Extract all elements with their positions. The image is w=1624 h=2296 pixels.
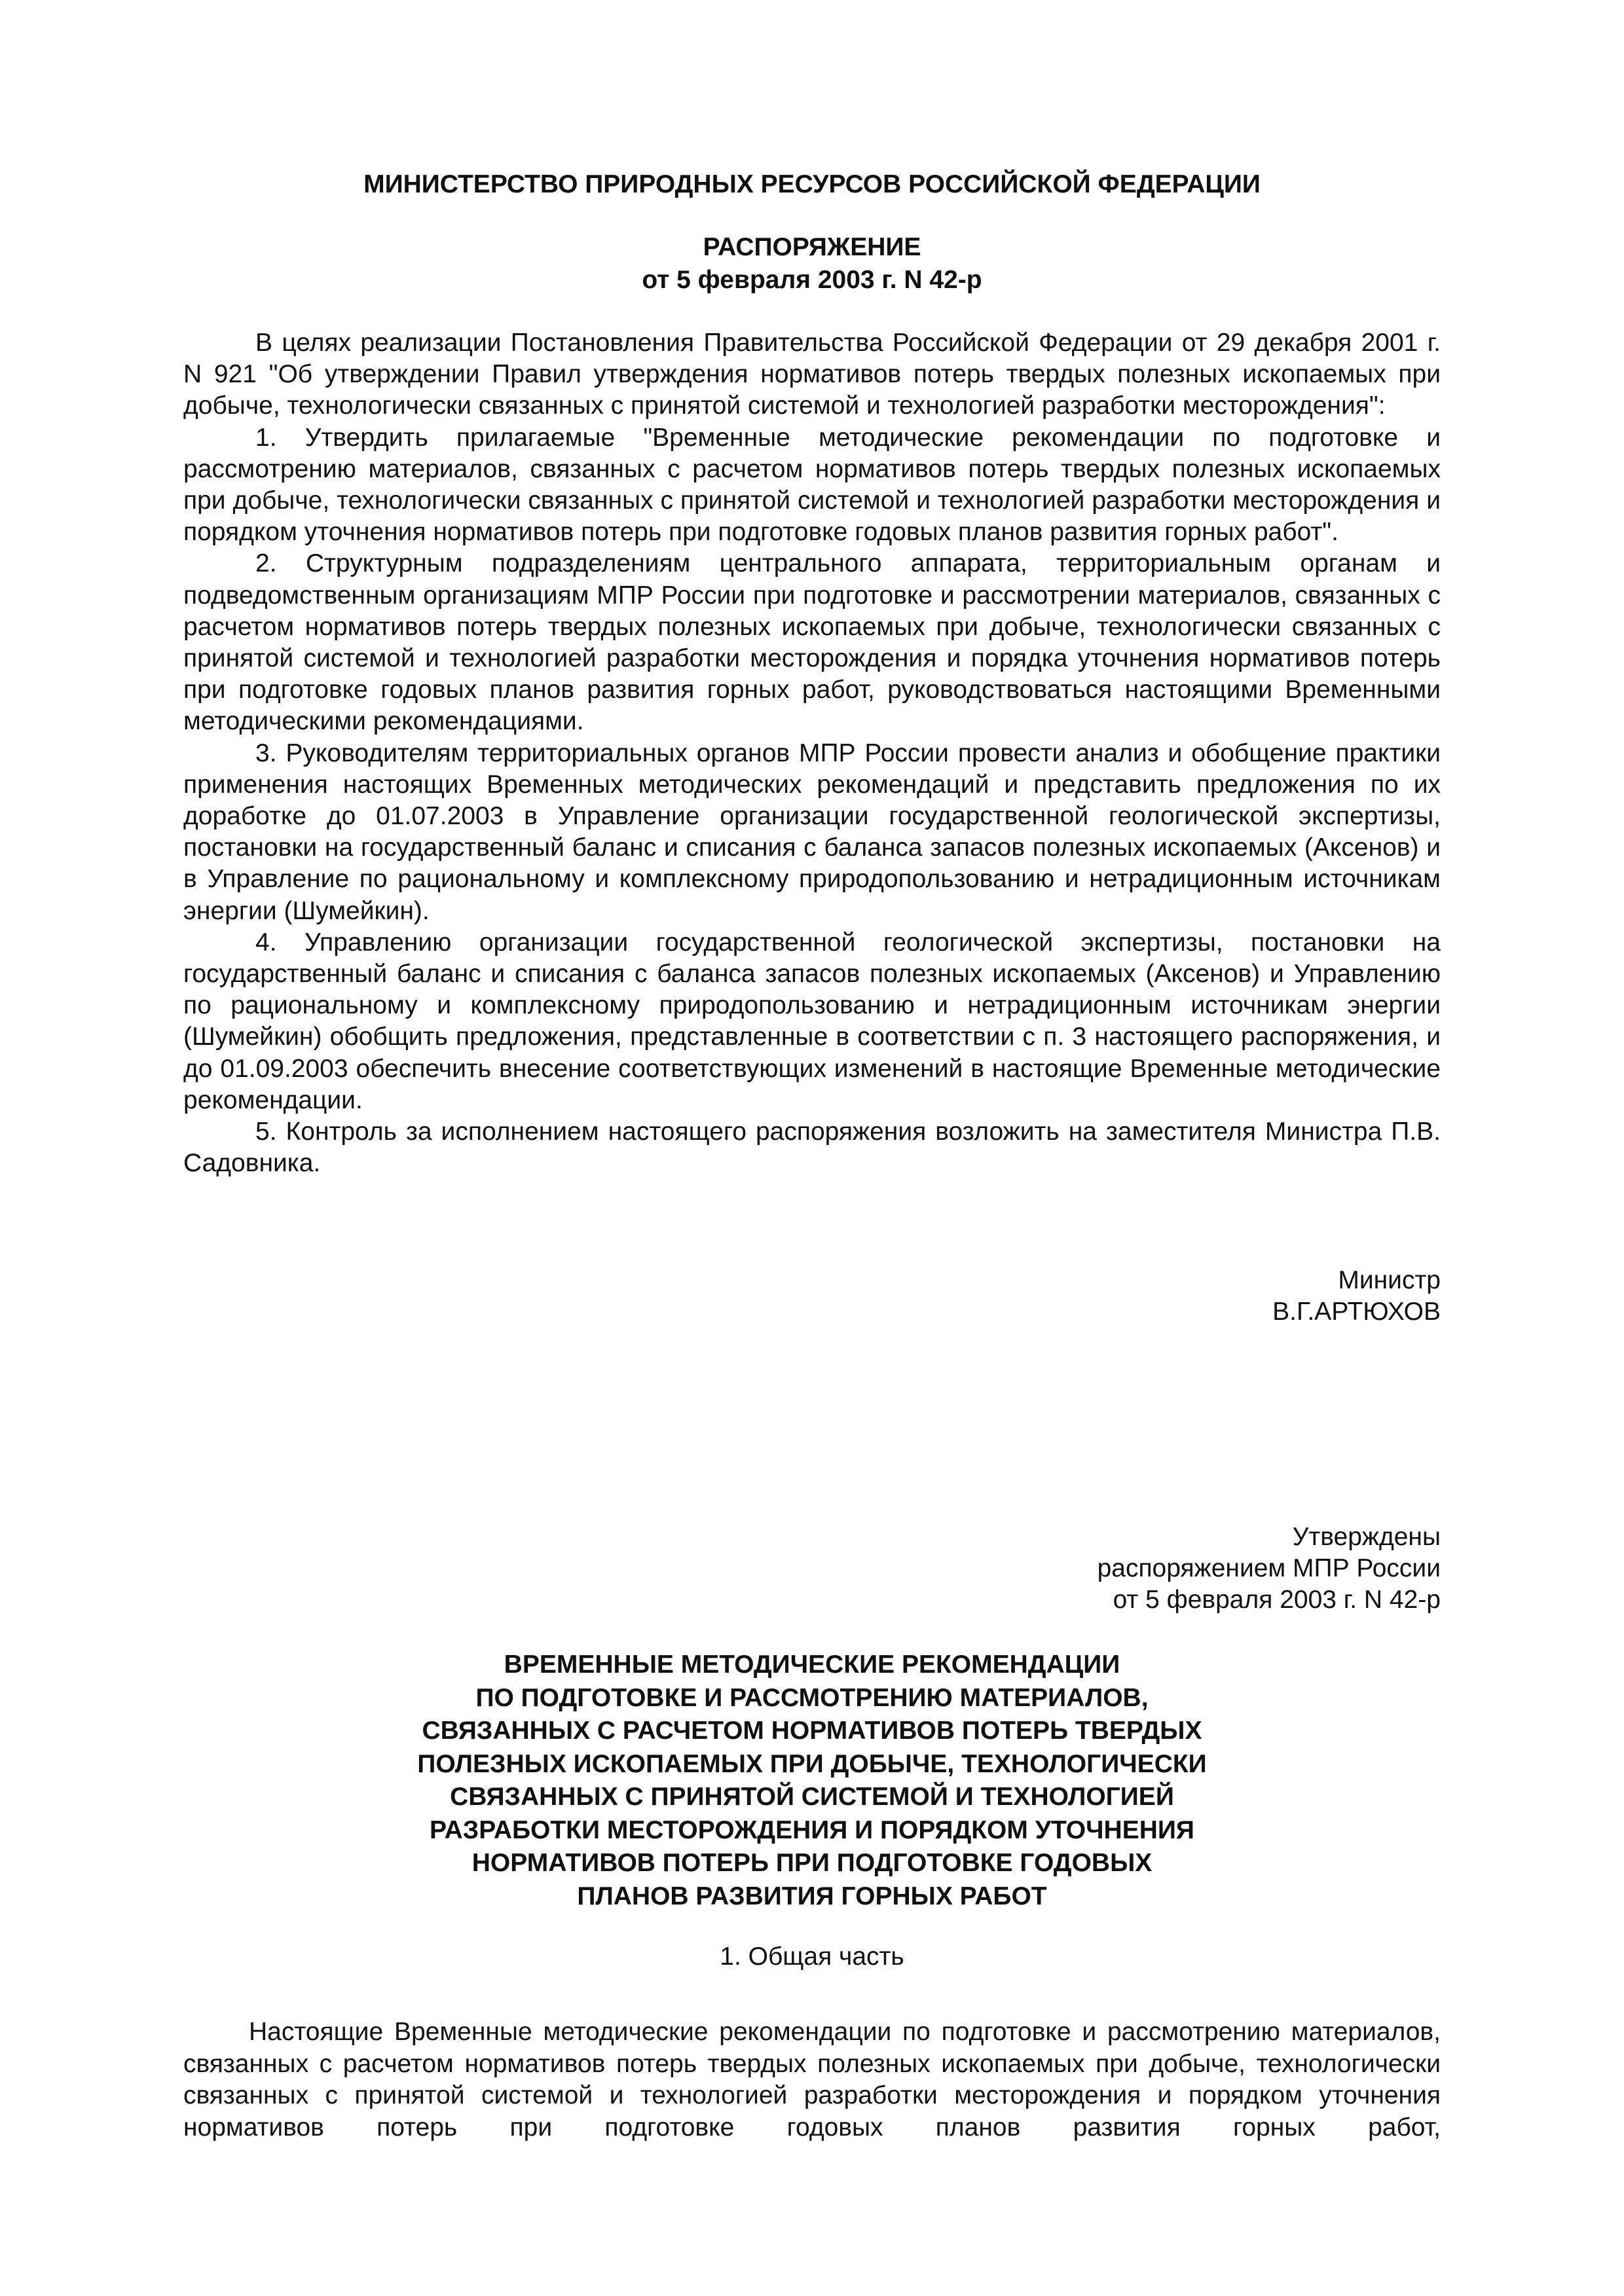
title-line: НОРМАТИВОВ ПОТЕРЬ ПРИ ПОДГОТОВКЕ ГОДОВЫХ <box>471 1849 1153 1877</box>
approval-line-1: Утверждены <box>1292 1523 1441 1551</box>
order-preamble: В целях реализации Постановления Правительства Российской Федерации от 29 декабря 2001 г. N 921 "Об утверждении Правил утверждения нормативов потерь твердых полезных ископаемых при добыче, технологически связанных с принятой системой и технологией разработки месторождения": <box>183 329 1441 420</box>
approval-stamp <box>1098 1522 1441 1616</box>
order-item-1: 1. Утвердить прилагаемые "Временные методические рекомендации по подготовке и рассмотрению материалов, связанных с расчетом нормативов потерь твердых полезных ископаемых при добыче, технологически связанных с принятой системой и технологией разработки месторождения и порядком уточнения нормативов потерь при подготовке годовых планов развития горных работ". <box>183 423 1441 547</box>
title-line: ПО ПОДГОТОВКЕ И РАССМОТРЕНИЮ МАТЕРИАЛОВ, <box>475 1683 1149 1712</box>
ministry-heading: МИНИСТЕРСТВО ПРИРОДНЫХ РЕСУРСОВ РОССИЙСКОЙ ФЕДЕРАЦИИ <box>363 170 1261 198</box>
doc-type: РАСПОРЯЖЕНИЕ <box>703 233 921 261</box>
order-item-3: 3. Руководителям территориальных органов МПР России провести анализ и обобщение практики применения настоящих Временных методических рекомендаций и представить предложения по их доработке до 01.07.2003 в Управление организации государственной геологической экспертизы, постановки на государственный баланс и списания с баланса запасов полезных ископаемых (Аксенов) и в Управление по рациональному и комплексному природопользованию и нетрадиционным источникам энергии (Шумейкин). <box>183 738 1441 925</box>
document-page <box>183 0 1441 2296</box>
order-body <box>183 327 1441 1179</box>
intro-paragraph: Настоящие Временные методические рекомендации по подготовке и рассмотрению материалов, связанных с расчетом нормативов потерь твердых полезных ископаемых при добыче, технологически связанных с принятой системой и технологией разработки месторождения и порядком уточнения нормативов потерь при подготовке годовых планов развития горных работ, <box>183 2018 1441 2141</box>
section-title: 1. Общая часть <box>720 1942 904 1971</box>
signature-block <box>1272 1265 1441 1328</box>
signer-name: В.Г.АРТЮХОВ <box>1272 1298 1441 1326</box>
title-line: ПЛАНОВ РАЗВИТИЯ ГОРНЫХ РАБОТ <box>577 1882 1047 1910</box>
recommendations-title <box>183 1649 1441 1913</box>
approval-line-3: от 5 февраля 2003 г. N 42-р <box>1113 1586 1441 1614</box>
signer-position: Министр <box>1338 1266 1441 1294</box>
doc-date-number: от 5 февраля 2003 г. N 42-р <box>642 266 982 294</box>
intro-paragraph-block <box>183 2016 1441 2143</box>
title-line: СВЯЗАННЫХ С ПРИНЯТОЙ СИСТЕМОЙ И ТЕХНОЛОГИЕЙ <box>450 1783 1174 1811</box>
title-line: РАЗРАБОТКИ МЕСТОРОЖДЕНИЯ И ПОРЯДКОМ УТОЧНЕНИЯ <box>430 1815 1194 1844</box>
title-line: СВЯЗАННЫХ С РАСЧЕТОМ НОРМАТИВОВ ПОТЕРЬ ТВЕРДЫХ <box>422 1717 1202 1745</box>
title-line: ВРЕМЕННЫЕ МЕТОДИЧЕСКИЕ РЕКОМЕНДАЦИИ <box>504 1650 1120 1679</box>
order-item-5: 5. Контроль за исполнением настоящего распоряжения возложить на заместителя Министра П.В. Садовника. <box>183 1118 1441 1178</box>
approval-line-2: распоряжением МПР России <box>1097 1554 1441 1582</box>
title-line: ПОЛЕЗНЫХ ИСКОПАЕМЫХ ПРИ ДОБЫЧЕ, ТЕХНОЛОГИЧЕСКИ <box>417 1749 1207 1778</box>
order-item-2: 2. Структурным подразделениям центрального аппарата, территориальным органам и подведомственным организациям МПР России при подготовке и рассмотрении материалов, связанных с расчетом нормативов потерь твердых полезных ископаемых при добыче, технологически связанных с принятой системой и технологией разработки месторождения и порядка уточнения нормативов потерь при подготовке годовых планов развития горных работ, руководствоваться настоящими Временными методическими рекомендациями. <box>183 549 1441 736</box>
order-heading <box>183 231 1441 297</box>
order-item-4: 4. Управлению организации государственной геологической экспертизы, постановки на государственный баланс и списания с баланса запасов полезных ископаемых (Аксенов) и Управлению по рациональному и комплексному природопользованию и нетрадиционным источникам энергии (Шумейкин) обобщить предложения, представленные в соответствии с п. 3 настоящего распоряжения, и до 01.09.2003 обеспечить внесение соответствующих изменений в настоящие Временные методические рекомендации. <box>183 928 1441 1114</box>
